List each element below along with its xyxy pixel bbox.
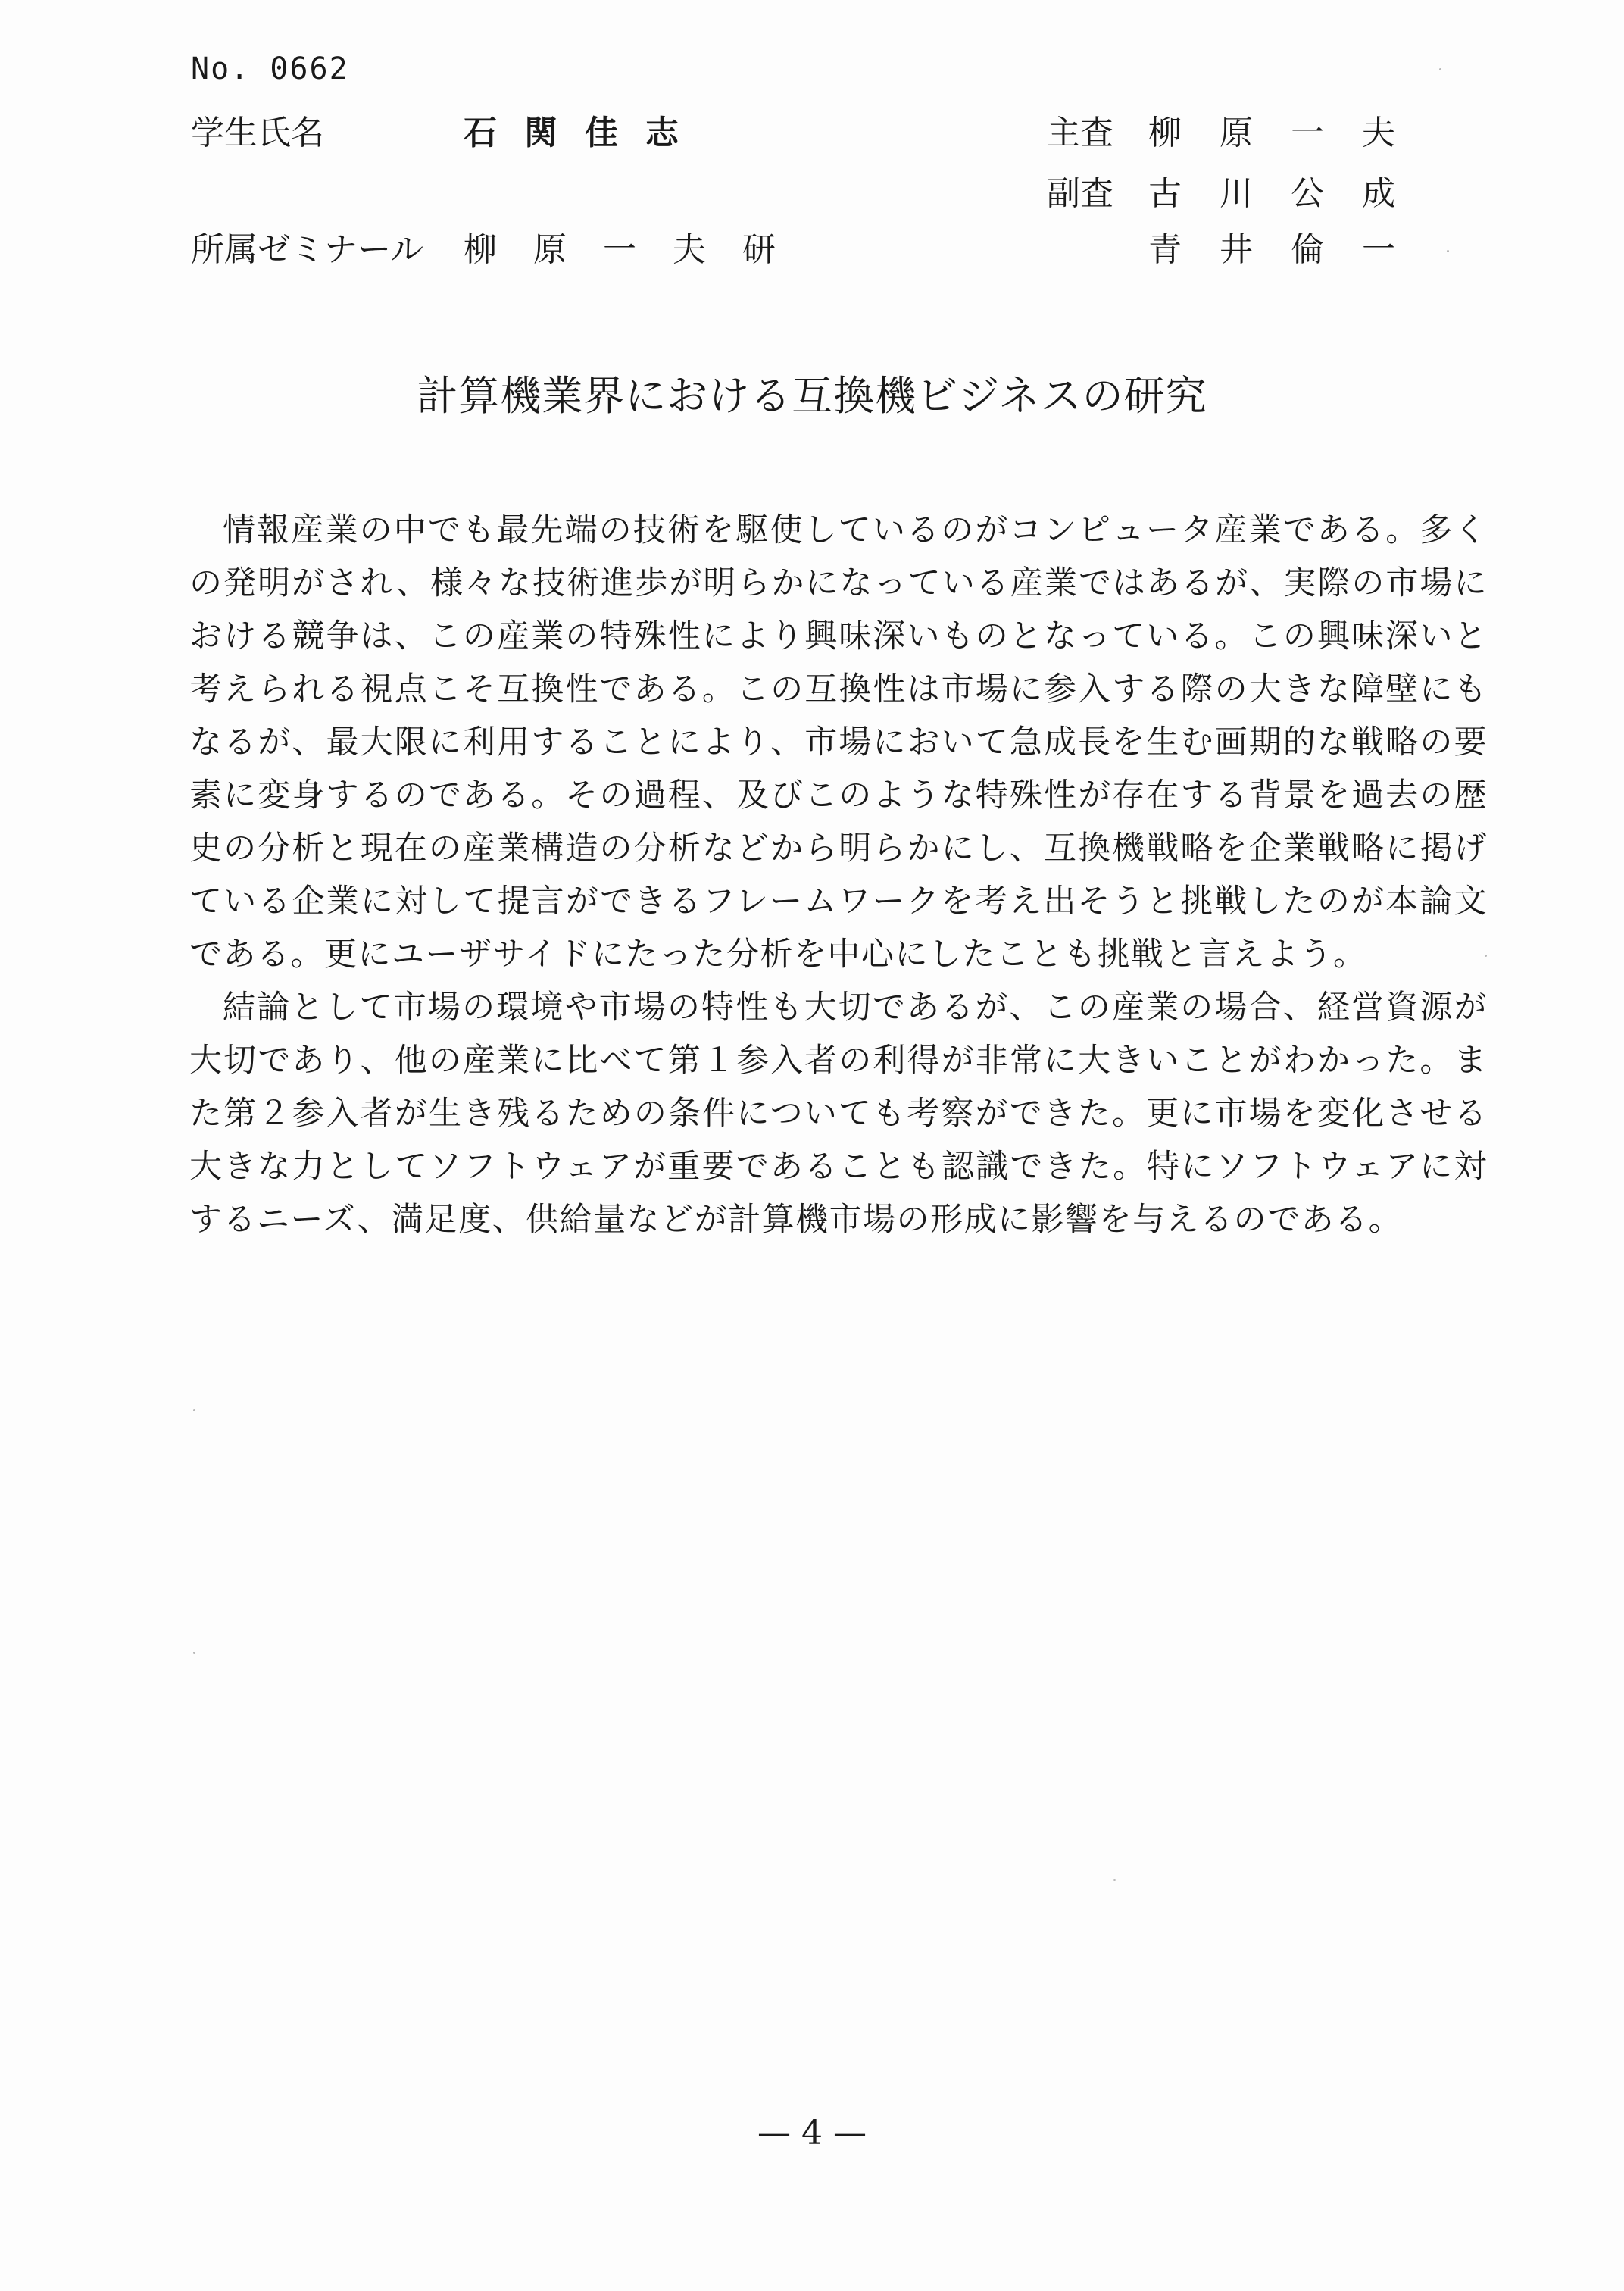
abstract-paragraph-2: 結論として市場の環境や市場の特性も大切であるが、この産業の場合、経営資源が大切であり、他の産業に比べて第１参入者の利得が非常に大きいことがわかった。また第２参入者が生き残るための条件についても考察ができた。更に市場を変化させる大きな力としてソフトウェアが重要であることも認識できた。特にソフトウェアに対するニーズ、満足度、供給量などが計算機市場の形成に影響を与えるのである。 <box>189 989 1488 1239</box>
document-number: No. 0662 <box>191 52 349 86</box>
abstract-body <box>189 504 1488 1246</box>
seminar-label: 所属ゼミナール <box>191 230 424 269</box>
student-name: 石関佳志 <box>464 114 706 152</box>
scan-speck <box>193 1409 195 1411</box>
scan-speck <box>1447 250 1449 252</box>
chief-examiner-name: 柳原一夫 <box>1148 114 1433 152</box>
vice-examiner-name-2: 青井倫一 <box>1148 230 1433 269</box>
scan-speck <box>193 1652 195 1654</box>
page-number: — 4 — <box>757 2114 867 2152</box>
seminar-name: 柳原一夫研 <box>464 230 812 269</box>
scan-speck <box>1439 68 1441 70</box>
vice-examiner-name-1: 古川公成 <box>1148 174 1433 213</box>
student-name-label: 学生氏名 <box>191 114 324 152</box>
scan-speck <box>1485 955 1487 957</box>
abstract-paragraph-1: 情報産業の中でも最先端の技術を駆使しているのがコンピュータ産業である。多くの発明がされ、様々な技術進歩が明らかになっている産業ではあるが、実際の市場における競争は、この産業の特殊性により興味深いものとなっている。この興味深いと考えられる視点こそ互換性である。この互換性は市場に参入する際の大きな障壁にもなるが、最大限に利用することにより、市場において急成長を生む画期的な戦略の要素に変身するのである。その過程、及びこのような特殊性が存在する背景を過去の歴史の分析と現在の産業構造の分析などから明らかにし、互換機戦略を企業戦略に掲げている企業に対して提言ができるフレームワークを考え出そうと挑戦したのが本論文である。更にユーザサイドにたった分析を中心にしたことも挑戦と言えよう。 <box>189 511 1488 974</box>
vice-examiner-label: 副査 <box>1047 174 1113 213</box>
chief-examiner-label: 主査 <box>1047 114 1113 152</box>
thesis-title: 計算機業界における互換機ビジネスの研究 <box>417 372 1207 420</box>
scan-speck <box>1113 1879 1116 1881</box>
